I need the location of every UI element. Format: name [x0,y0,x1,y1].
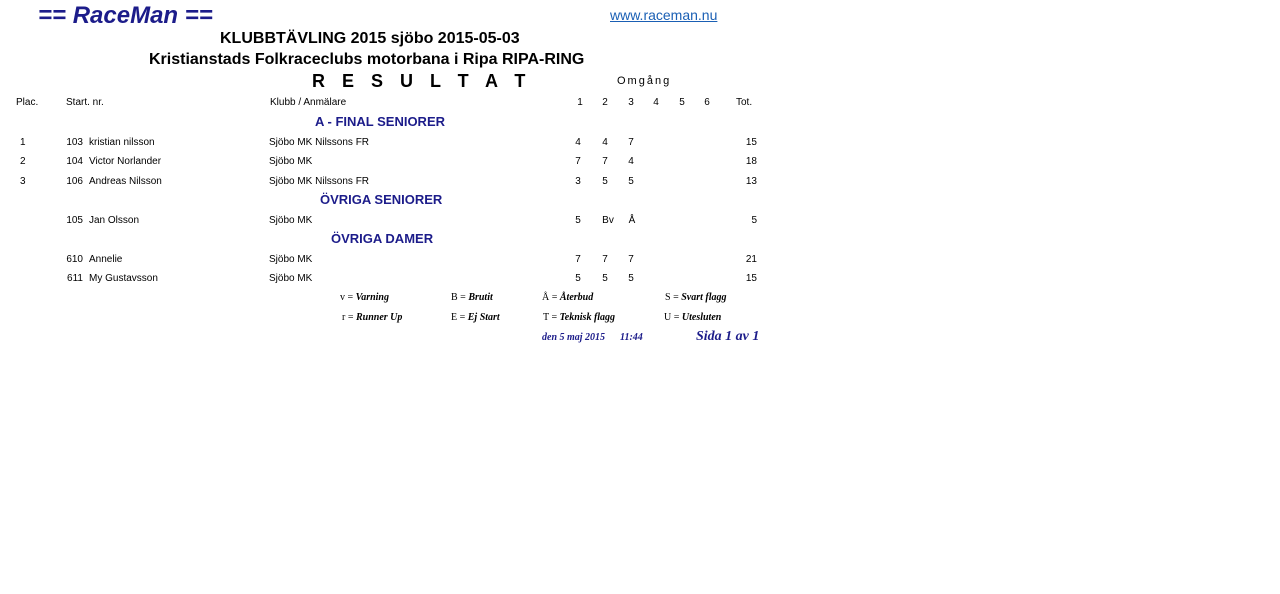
row-round-2: 5 [602,273,608,284]
col-round-3: 3 [628,97,634,108]
col-total: Tot. [736,97,753,108]
col-round-2: 2 [602,97,608,108]
col-round-4: 4 [653,97,659,108]
footer-page: Sida 1 av 1 [696,329,760,344]
row-total: 18 [745,156,757,167]
row-round-3: 5 [628,273,634,284]
row-driver-name: Andreas Nilsson [89,176,162,187]
footer-time: 11:44 [620,332,643,343]
col-start-nr: Start. nr. [66,97,104,108]
row-start-nr: 103 [66,137,83,148]
row-round-1: 5 [575,215,581,226]
event-title: KLUBBTÄVLING 2015 sjöbo 2015-05-03 [220,30,520,47]
row-start-nr: 105 [66,215,83,226]
legend-item: T = Teknisk flagg [543,312,616,323]
legend-item: v = Varning [340,292,389,303]
row-start-nr: 104 [66,156,83,167]
round-heading: Omgång [617,75,672,87]
col-club: Klubb / Anmälare [270,97,347,108]
legend-item: B = Brutit [451,292,493,303]
row-total: 5 [751,215,757,226]
row-place: 2 [20,156,26,167]
row-round-1: 7 [575,254,581,265]
row-start-nr: 610 [66,254,83,265]
row-start-nr: 106 [66,176,83,187]
row-round-1: 4 [575,137,581,148]
col-round-5: 5 [679,97,685,108]
row-start-nr: 611 [67,273,83,284]
legend-item: S = Svart flagg [665,292,727,303]
row-place: 3 [20,176,26,187]
row-round-3: 4 [628,156,634,167]
row-round-2: 5 [602,176,608,187]
row-round-2: 4 [602,137,608,148]
row-round-2: 7 [602,156,608,167]
raceman-logo: == RaceMan == [38,2,213,29]
col-round-6: 6 [704,97,710,108]
row-total: 21 [745,254,757,265]
row-total: 15 [745,273,757,284]
row-driver-name: Annelie [89,254,123,265]
legend-item: Å = Återbud [542,292,594,303]
row-round-2: 7 [602,254,608,265]
row-driver-name: My Gustavsson [89,273,158,284]
legend-item: E = Ej Start [451,312,500,323]
row-round-3: 5 [628,176,634,187]
col-plac: Plac. [16,97,39,108]
row-place: 1 [20,137,26,148]
legend-item: U = Utesluten [664,312,722,323]
footer-date: den 5 maj 2015 [542,332,606,343]
result-heading: R E S U L T A T [312,71,532,91]
row-round-1: 5 [575,273,581,284]
event-subtitle: Kristianstads Folkraceclubs motorbana i Ripa RIPA-RING [149,51,585,68]
row-club: Sjöbo MK [269,254,313,265]
row-club: Sjöbo MK Nilssons FR [269,137,370,148]
row-club: Sjöbo MK Nilssons FR [269,176,370,187]
row-club: Sjöbo MK [269,156,313,167]
row-round-2: Bv [602,215,614,226]
row-driver-name: Jan Olsson [89,215,140,226]
row-round-1: 3 [575,176,581,187]
section-title-ovriga-seniorer: ÖVRIGA SENIORER [320,192,443,207]
row-total: 15 [745,137,757,148]
row-round-1: 7 [575,156,581,167]
row-club: Sjöbo MK [269,273,313,284]
raceman-link[interactable]: www.raceman.nu [610,7,718,23]
row-round-3: Å [628,215,636,226]
row-club: Sjöbo MK [269,215,313,226]
row-round-3: 7 [628,254,634,265]
row-driver-name: Victor Norlander [89,156,162,167]
col-round-1: 1 [577,97,583,108]
row-driver-name: kristian nilsson [89,137,155,148]
row-total: 13 [745,176,757,187]
legend-item: r = Runner Up [342,312,403,323]
row-round-3: 7 [628,137,634,148]
section-title-a-final: A - FINAL SENIORER [315,114,446,129]
section-title-ovriga-damer: ÖVRIGA DAMER [331,231,434,246]
